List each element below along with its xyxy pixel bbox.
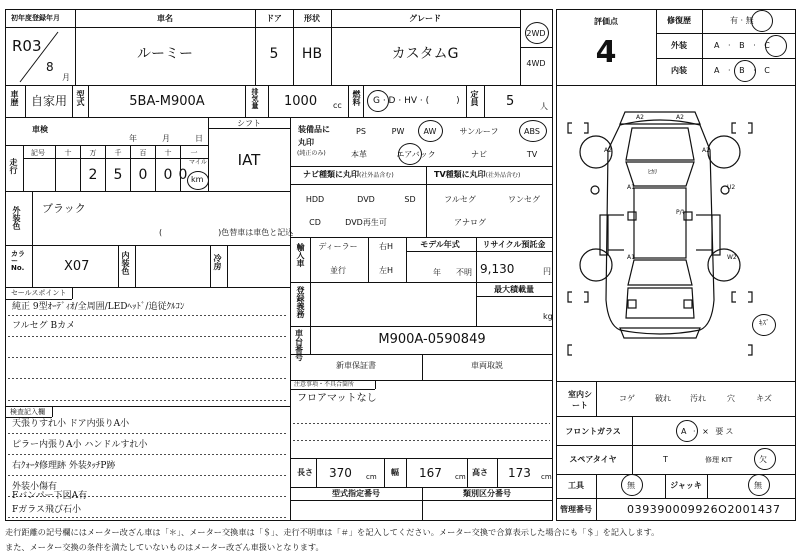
mileage-digit: 2 — [88, 167, 98, 183]
diagram-mark: A1 — [627, 184, 635, 191]
mgmt-label: 管理番号 — [560, 505, 592, 514]
door-label: ドア — [266, 14, 282, 23]
model-year-unknown: 不明 — [456, 268, 472, 277]
shaken-day-unit: 日 — [195, 134, 203, 143]
inspector-line: Fガラス飛び石小 — [12, 505, 81, 515]
car-name: ルーミー — [137, 46, 193, 62]
max-load-kg: kg — [543, 312, 553, 321]
navi-dvd: DVD — [357, 195, 375, 204]
tv-fullseg: フルセグ — [444, 195, 476, 204]
int-score-label: 内装 — [671, 66, 687, 75]
tools-none-circle — [621, 474, 643, 496]
inspector-label: 検査記入欄 — [10, 408, 45, 416]
seat-tear: 破れ — [655, 394, 671, 403]
max-load-label: 最大積載量 — [494, 285, 534, 294]
capacity-label: 定員 — [470, 90, 479, 106]
ext-c-circle — [765, 35, 787, 57]
fuel-g-circle — [367, 90, 389, 112]
import-dealer: ディーラー — [318, 242, 358, 251]
height-label: 高さ — [472, 468, 488, 477]
int-score: A · B · C — [714, 66, 773, 75]
drive-2wd-circle — [525, 22, 549, 44]
body-shape: HB — [301, 46, 323, 62]
navi-sub: (社外品含む) — [359, 172, 394, 179]
shift-label: シフト — [237, 119, 261, 128]
seat-scratch: キズ — [756, 394, 772, 403]
equip-pw: PW — [391, 127, 405, 136]
ac-label: 冷房 — [213, 254, 222, 270]
tools-label: 工具 — [568, 481, 584, 490]
sales-line: フルセグ Bカメ — [12, 321, 76, 331]
inspector-line: 外装小傷有 — [12, 482, 58, 492]
door-count: 5 — [269, 46, 279, 62]
inspector-line: ピラー内張りA小 ハンドルすれ小 — [12, 440, 148, 450]
diagram-mark: P/ｷ — [676, 209, 685, 216]
length-cm: cm — [366, 473, 377, 481]
spare-none: 欠 — [759, 455, 767, 464]
equip-sunroof: サンルーフ — [459, 127, 499, 136]
spare-label: スペアタイヤ — [569, 455, 617, 464]
repair-label: 修復歴 — [667, 16, 691, 25]
windshield-a-circle — [676, 420, 698, 442]
repair-none-circle — [751, 10, 773, 32]
recycle-yen: 円 — [543, 267, 551, 276]
inspector-line: 天張りすれ小 ドア内張りA小 — [12, 419, 130, 429]
equip-navi: ナビ — [471, 150, 487, 159]
navi-label — [303, 171, 394, 179]
digit-header: 百 — [139, 149, 147, 157]
chassis-label: 車台番号 — [295, 329, 303, 362]
month-unit: 月 — [62, 73, 70, 82]
model-code: 5BA-M900A — [129, 94, 205, 109]
mileage-digit: 0 — [163, 167, 173, 183]
mileage-digit: 0 — [178, 167, 188, 183]
tools-value: 無 — [627, 481, 635, 490]
mileage-digit: 5 — [113, 167, 123, 183]
ext-score: A · B · C — [714, 41, 773, 50]
windshield-options: A · × 要ス — [681, 427, 736, 436]
fuel-label: 燃料 — [352, 90, 361, 106]
length-label: 長さ — [297, 468, 313, 477]
spare-kit: 修理 KIT — [705, 456, 733, 464]
diagram-mark: A1 — [627, 254, 635, 261]
equip-tv: TV — [526, 150, 538, 159]
score-label: 評価点 — [594, 17, 618, 26]
diagram-mark: ﾋｶﾘ — [648, 169, 658, 176]
height-cm: cm — [541, 473, 552, 481]
displacement: 1000 — [284, 94, 318, 109]
diagram-mark: A2 — [676, 114, 684, 121]
diagram-mark: A2 — [604, 147, 612, 154]
diagram-mark: A2 — [636, 114, 644, 121]
reg-month: 8 — [46, 60, 54, 74]
footer-note-1: 走行距離の記号欄にはメーター改ざん車は「＊」、メーター交換車は「＄」、走行不明車は「＃」を記入してください。メーター交換で合算表示した場合にも「＄」を記入します。 — [5, 527, 660, 537]
digit-header: 千 — [114, 149, 122, 157]
recycle-label: リサイクル預託金 — [482, 240, 546, 249]
import-lh: 左H — [378, 266, 394, 275]
ext-color-label: 外装色 — [12, 206, 21, 230]
equip-abs: ABS — [524, 127, 540, 136]
equip-airbag-circle — [398, 143, 422, 165]
equipment-label-1: 装備品に — [298, 125, 330, 134]
digit-header: 十 — [164, 149, 172, 157]
model-year-label: モデル年式 — [420, 240, 460, 249]
jack-none-circle — [748, 474, 770, 496]
tv-analog: アナログ — [454, 218, 486, 227]
length: 370 — [329, 466, 352, 480]
model-year-unit: 年 — [433, 268, 441, 277]
int-color-label: 内装色 — [121, 251, 130, 275]
fuel-options: G · D · HV · ( ) — [373, 96, 460, 106]
reg-duty-label: 登録義務 — [296, 286, 305, 318]
import-rh: 右H — [378, 242, 394, 251]
shaken-month-unit: 月 — [162, 134, 170, 143]
equip-abs-circle — [519, 120, 547, 142]
tv-label — [434, 171, 520, 179]
navi-dvd-play: DVD再生可 — [345, 218, 387, 227]
cc-unit: cc — [333, 101, 342, 110]
digit-header: 十 — [64, 149, 72, 157]
equipment-sub: (純正のみ) — [297, 150, 326, 157]
seat-burn: コゲ — [619, 394, 635, 403]
color-change-note: ( )色替車は車色と記込 — [159, 228, 294, 237]
drive-2wd: 2WD — [526, 29, 546, 38]
capacity-unit: 人 — [540, 102, 548, 111]
seat-hole: 穴 — [727, 394, 735, 403]
mile-label: マイル — [189, 159, 207, 166]
spare-t: T — [663, 455, 668, 464]
equip-airbag: エアバック — [396, 150, 436, 159]
equip-aw-circle — [418, 120, 443, 142]
reg-year: R03 — [12, 37, 42, 55]
shaken-year-unit: 年 — [129, 134, 137, 143]
diagram-mark: U2 — [727, 184, 736, 191]
diagram-mark: W2 — [727, 254, 737, 261]
notes-label: 注意事項・不具合箇所 — [294, 381, 355, 388]
import-label: 輸入車 — [296, 243, 305, 267]
reg-year-label: 初年度登録年月 — [11, 14, 60, 22]
drive-4wd: 4WD — [526, 59, 546, 68]
score-value: 4 — [595, 35, 617, 70]
diagram-mark: A2 — [702, 147, 710, 154]
sales-label: セールスポイント — [11, 289, 67, 297]
equip-ps: PS — [356, 127, 366, 136]
equip-leather: 本革 — [351, 150, 367, 159]
recycle-value: 9,130 — [480, 262, 515, 276]
model-label: 型式 — [76, 90, 85, 106]
digit-header: 一 — [190, 149, 198, 157]
color-no: X07 — [64, 259, 90, 274]
shift: IAT — [237, 151, 261, 169]
notes-text: フロアマットなし — [297, 393, 377, 404]
tv-label-text: TV種類に丸印 — [434, 170, 486, 179]
inspector-line: 右ｸｫｰﾀ修理跡 外装ﾀｯﾁP跡 — [12, 461, 116, 471]
navi-sd: SD — [404, 195, 416, 204]
footer-note-2: また、メーター交換の条件を満たしていないものはメーター改ざん車扱いとなります。 — [5, 542, 324, 552]
navi-label-text: ナビ種類に丸印 — [303, 170, 359, 179]
tv-sub: (社外品含む) — [485, 172, 521, 179]
car-name-label: 車名 — [157, 14, 173, 23]
km-label: km — [191, 175, 204, 184]
ext-score-label: 外装 — [671, 41, 687, 50]
diagram-circle — [752, 314, 776, 336]
car-diagram — [568, 112, 752, 355]
capacity: 5 — [506, 94, 515, 109]
grade-label: グレード — [409, 14, 441, 23]
repair-value: 有 · 無 — [730, 16, 754, 25]
navi-cd: CD — [309, 218, 321, 227]
equip-aw: AW — [423, 127, 437, 136]
spare-none-circle — [754, 448, 776, 470]
new-car-warranty: 新車保証書 — [336, 361, 376, 370]
navi-hdd: HDD — [305, 195, 325, 204]
import-parallel: 並行 — [330, 266, 346, 275]
sales-line: 純正 9型ｵｰﾃﾞｨｵ/全周囲/LEDﾍｯﾄﾞ/追従ｸﾙｺﾝ — [12, 302, 185, 312]
history-label: 車歴 — [10, 90, 19, 106]
mgmt-number: 039390009926O2001437 — [627, 503, 781, 516]
int-b-circle — [734, 60, 756, 82]
shaken-label: 車検 — [32, 125, 48, 134]
interior-seat-label: 室内シート — [568, 390, 592, 410]
width-label: 幅 — [391, 468, 399, 477]
grade: カスタムG — [391, 46, 459, 62]
displacement-label: 排気量 — [251, 88, 259, 109]
ext-color: ブラック — [42, 202, 86, 215]
diagram-mark: ｷｽﾞ — [759, 319, 770, 327]
vehicle-manual: 車両取説 — [471, 361, 503, 370]
seat-dirt: 汚れ — [690, 394, 706, 403]
type-num-label: 型式指定番号 — [332, 489, 380, 498]
color-no-label: カラーNo. — [11, 250, 25, 272]
height: 173 — [508, 466, 531, 480]
width-cm: cm — [455, 473, 466, 481]
width: 167 — [419, 466, 442, 480]
jack-value: 無 — [754, 481, 762, 490]
jack-label: ジャッキ — [670, 481, 702, 490]
equipment-label-2: 丸印 — [298, 138, 314, 147]
mileage-label: 走行 — [9, 158, 18, 174]
mileage-digit: 0 — [138, 167, 148, 183]
windshield-label: フロントガラス — [565, 427, 621, 436]
inspector-line: Fバンパー下図A有 — [12, 491, 88, 501]
digit-header: 万 — [89, 149, 97, 157]
shape-label: 形状 — [304, 14, 320, 23]
history: 自家用 — [31, 94, 68, 108]
km-circle — [187, 171, 209, 190]
class-num-label: 類別区分番号 — [463, 489, 511, 498]
chassis-number: M900A-0590849 — [378, 332, 486, 347]
symbol-label: 記号 — [31, 149, 45, 157]
tv-oneseg: ワンセグ — [508, 195, 540, 204]
